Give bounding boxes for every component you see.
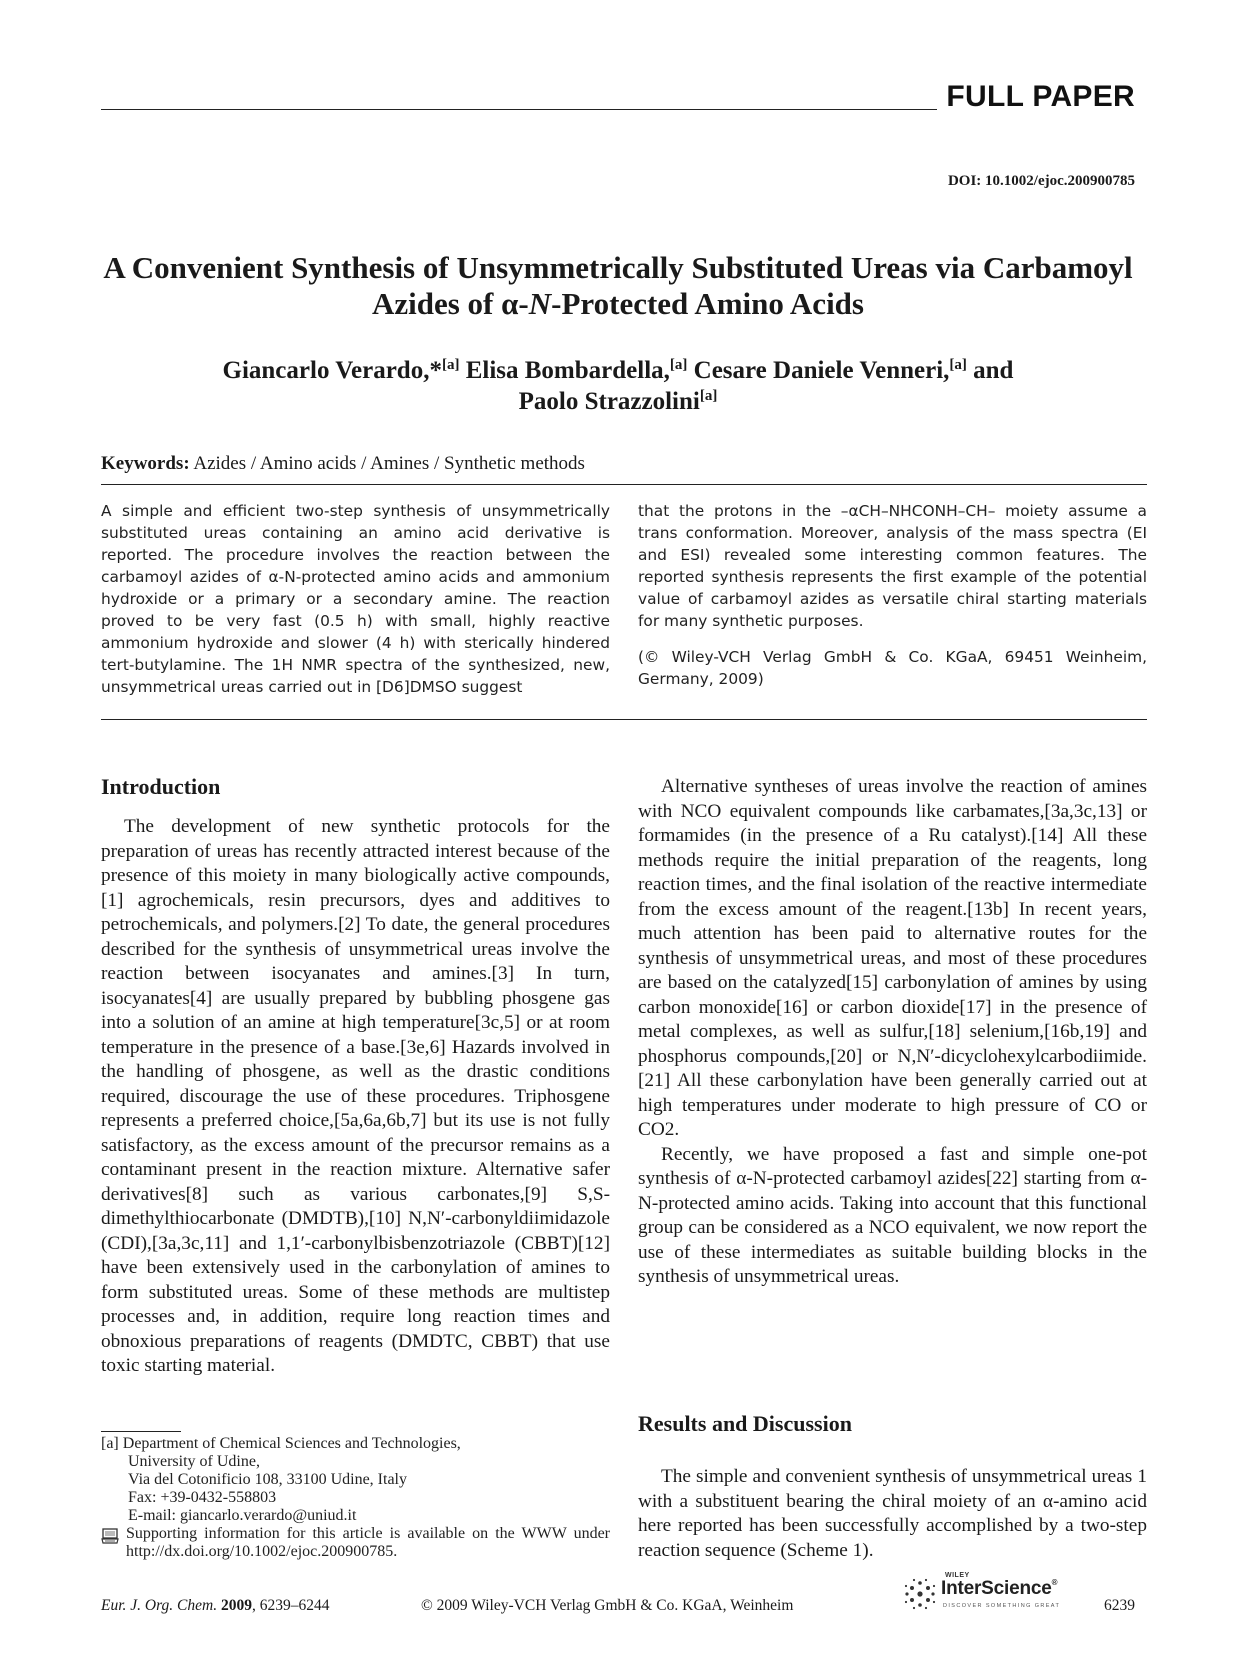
author: Elisa Bombardella,[a] — [465, 357, 688, 384]
journal-year: 2009 — [220, 1597, 252, 1614]
footnote-line: Via del Cotonificio 108, 33100 Udine, Italy — [128, 1471, 407, 1488]
body-paragraph: Recently, we have proposed a fast and simple one-pot synthesis of α-N-protected carbamoyl azides[22] starting from α-N-protected amino acids. Taking into account that this functional group can be considered as a NCO equivalent, we now report the use of these intermediates as suitable building blocks in the synthesis of unsymmetrical ureas. — [638, 1143, 1147, 1287]
abstract-top-rule — [101, 484, 1147, 485]
doi: DOI: 10.1002/ejoc.200900785 — [947, 173, 1135, 189]
results-heading: Results and Discussion — [638, 1411, 852, 1436]
author-list — [140, 355, 1096, 417]
author: Cesare Daniele Venneri,[a] and — [693, 357, 1014, 384]
title-line-1: A Convenient Synthesis of Unsymmetrically Substituted Ureas via Carbamoyl — [103, 250, 1133, 285]
abstract-text-left: A simple and efficient two-step synthesis of unsymmetrically substituted ureas containing an amino acid derivative is reported. The procedure involves the reaction between the carbamoyl azides of α-N-protected amino acids and ammonium hydroxide or a primary or a secondary amine. The reaction proved to be very fast (0.5 h) with small, highly reactive ammonium hydroxide and slower (4 h) with sterically hindered tert-butylamine. The 1H NMR spectra of the synthesized, new, unsymmetrical ureas carried out in [D6]DMSO suggest — [101, 502, 610, 696]
keywords-list: Azides / Amino acids / Amines / Synthetic methods — [193, 453, 585, 474]
title-line-2: Azides of α-N-Protected Amino Acids — [371, 286, 864, 321]
keywords — [101, 453, 585, 475]
journal-name: Eur. J. Org. Chem. — [101, 1597, 218, 1614]
article-title — [90, 250, 1146, 322]
header-rule — [101, 109, 937, 110]
keywords-label: Keywords: — [101, 453, 190, 474]
logo-tagline: DISCOVER SOMETHING GREAT — [943, 1603, 1061, 1609]
footnote-line: Fax: +39-0432-558803 — [128, 1489, 277, 1506]
supporting-info-text[interactable]: Supporting information for this article is available on the WWW under http://dx.doi.org/10.1002/ejoc.200900785. — [126, 1525, 610, 1560]
globe-icon — [901, 1575, 939, 1613]
supporting-info — [101, 1525, 610, 1561]
introduction-heading: Introduction — [101, 774, 221, 799]
interscience-logo — [901, 1572, 1091, 1616]
author: Giancarlo Verardo,*[a] — [222, 357, 460, 384]
introduction-paragraph: The development of new synthetic protocols for the preparation of ureas has recently attracted interest because of the presence of this moiety in many biologically active compounds,[1] agrochemicals, resin precursors, dyes and additives to petrochemicals, and polymers.[2] To date, the general procedures described for the synthesis of unsymmetrical ureas involve the reaction between isocyanates and amines.[3] In turn, isocyanates[4] are usually prepared by bubbling phosgene gas into a solution of an amine at high temperature[3c,5] or at room temperature in the presence of a base.[3e,6] Hazards involved in the handling of phosgene, as well as the drastic conditions required, discourage the use of these procedures. Triphosgene represents a preferred choice,[5a,6a,6b,7] but its use is not fully satisfactory, as the excess amount of the precursor remains as a contaminant present in the reaction mixture. Alternative safer derivatives[8] such as various carbonates,[9] S,S-dimethylthiocarbonate (DMDTB),[10] N,N′-carbonyldiimidazole (CDI),[3a,3c,11] and 1,1′-carbonylbisbenzotriazole (CBBT)[12] have been extensively used in the carbonylation of amines to form substituted ureas. Some of these methods are multistep processes and, in addition, require long reaction times and obnoxious preparations of reagents (DMDTC, CBBT) that use toxic starting material. — [101, 816, 610, 1376]
page-number: 6239 — [1104, 1597, 1135, 1614]
section-label: FULL PAPER — [946, 80, 1135, 113]
logo-wiley: WILEY — [945, 1572, 970, 1579]
abstract-text-right: that the protons in the –αCH–NHCONH–CH– moiety assume a trans conformation. Moreover, analysis of the mass spectra (EI and ESI) revealed some interesting common features. The reported synthesis represents the first example of the potential value of carbamoyl azides as versatile chiral starting materials for many synthetic purposes. — [638, 502, 1147, 630]
footnote-line: [a] Department of Chemical Sciences and Technologies, — [101, 1435, 461, 1452]
footnote-rule — [101, 1431, 181, 1432]
computer-icon — [101, 1528, 119, 1544]
introduction-body — [101, 815, 610, 1379]
logo-brand: InterScience® — [941, 1578, 1058, 1599]
right-column-body — [638, 775, 1147, 1290]
abstract-left-column — [101, 500, 610, 698]
abstract-bottom-rule — [101, 719, 1147, 720]
affiliation-footnote — [101, 1435, 610, 1561]
footer-copyright: © 2009 Wiley-VCH Verlag GmbH & Co. KGaA, Weinheim — [421, 1597, 794, 1614]
results-body — [638, 1465, 1147, 1563]
abstract-copyright: (© Wiley-VCH Verlag GmbH & Co. KGaA, 69451 Weinheim, Germany, 2009) — [638, 648, 1147, 688]
footnote-line: University of Udine, — [128, 1453, 260, 1470]
journal-citation — [101, 1597, 329, 1615]
abstract-right-column — [638, 500, 1147, 690]
journal-pages: , 6239–6244 — [251, 1597, 330, 1614]
footnote-email[interactable]: E-mail: giancarlo.verardo@uniud.it — [128, 1507, 357, 1524]
results-paragraph: The simple and convenient synthesis of unsymmetrical ureas 1 with a substituent bearing the chiral moiety of an α-amino acid here reported has been successfully accomplished by a two-step reaction sequence (Scheme 1). — [638, 1466, 1147, 1561]
author: Paolo Strazzolini[a] — [518, 388, 718, 415]
body-paragraph: Alternative syntheses of ureas involve the reaction of amines with NCO equivalent compounds like carbamates,[3a,3c,13] or formamides (in the presence of a Ru catalyst).[14] All these methods require the initial preparation of the reagents, long reaction times, and the final isolation of the reactive intermediate from the excess amount of the reagent.[13b] In recent years, much attention has been paid to alternative routes for the synthesis of unsymmetrical ureas, and most of these procedures are based on the catalyzed[15] carbonylation of amines by using carbon monoxide[16] or carbon dioxide[17] in the presence of metal complexes, as well as sulfur,[18] selenium,[16b,19] and phosphorus compounds,[20] or N,N′-dicyclohexylcarbodiimide.[21] All these carbonylation have been generally carried out at high temperatures under moderate to high pressure of CO or CO2. — [638, 776, 1147, 1140]
